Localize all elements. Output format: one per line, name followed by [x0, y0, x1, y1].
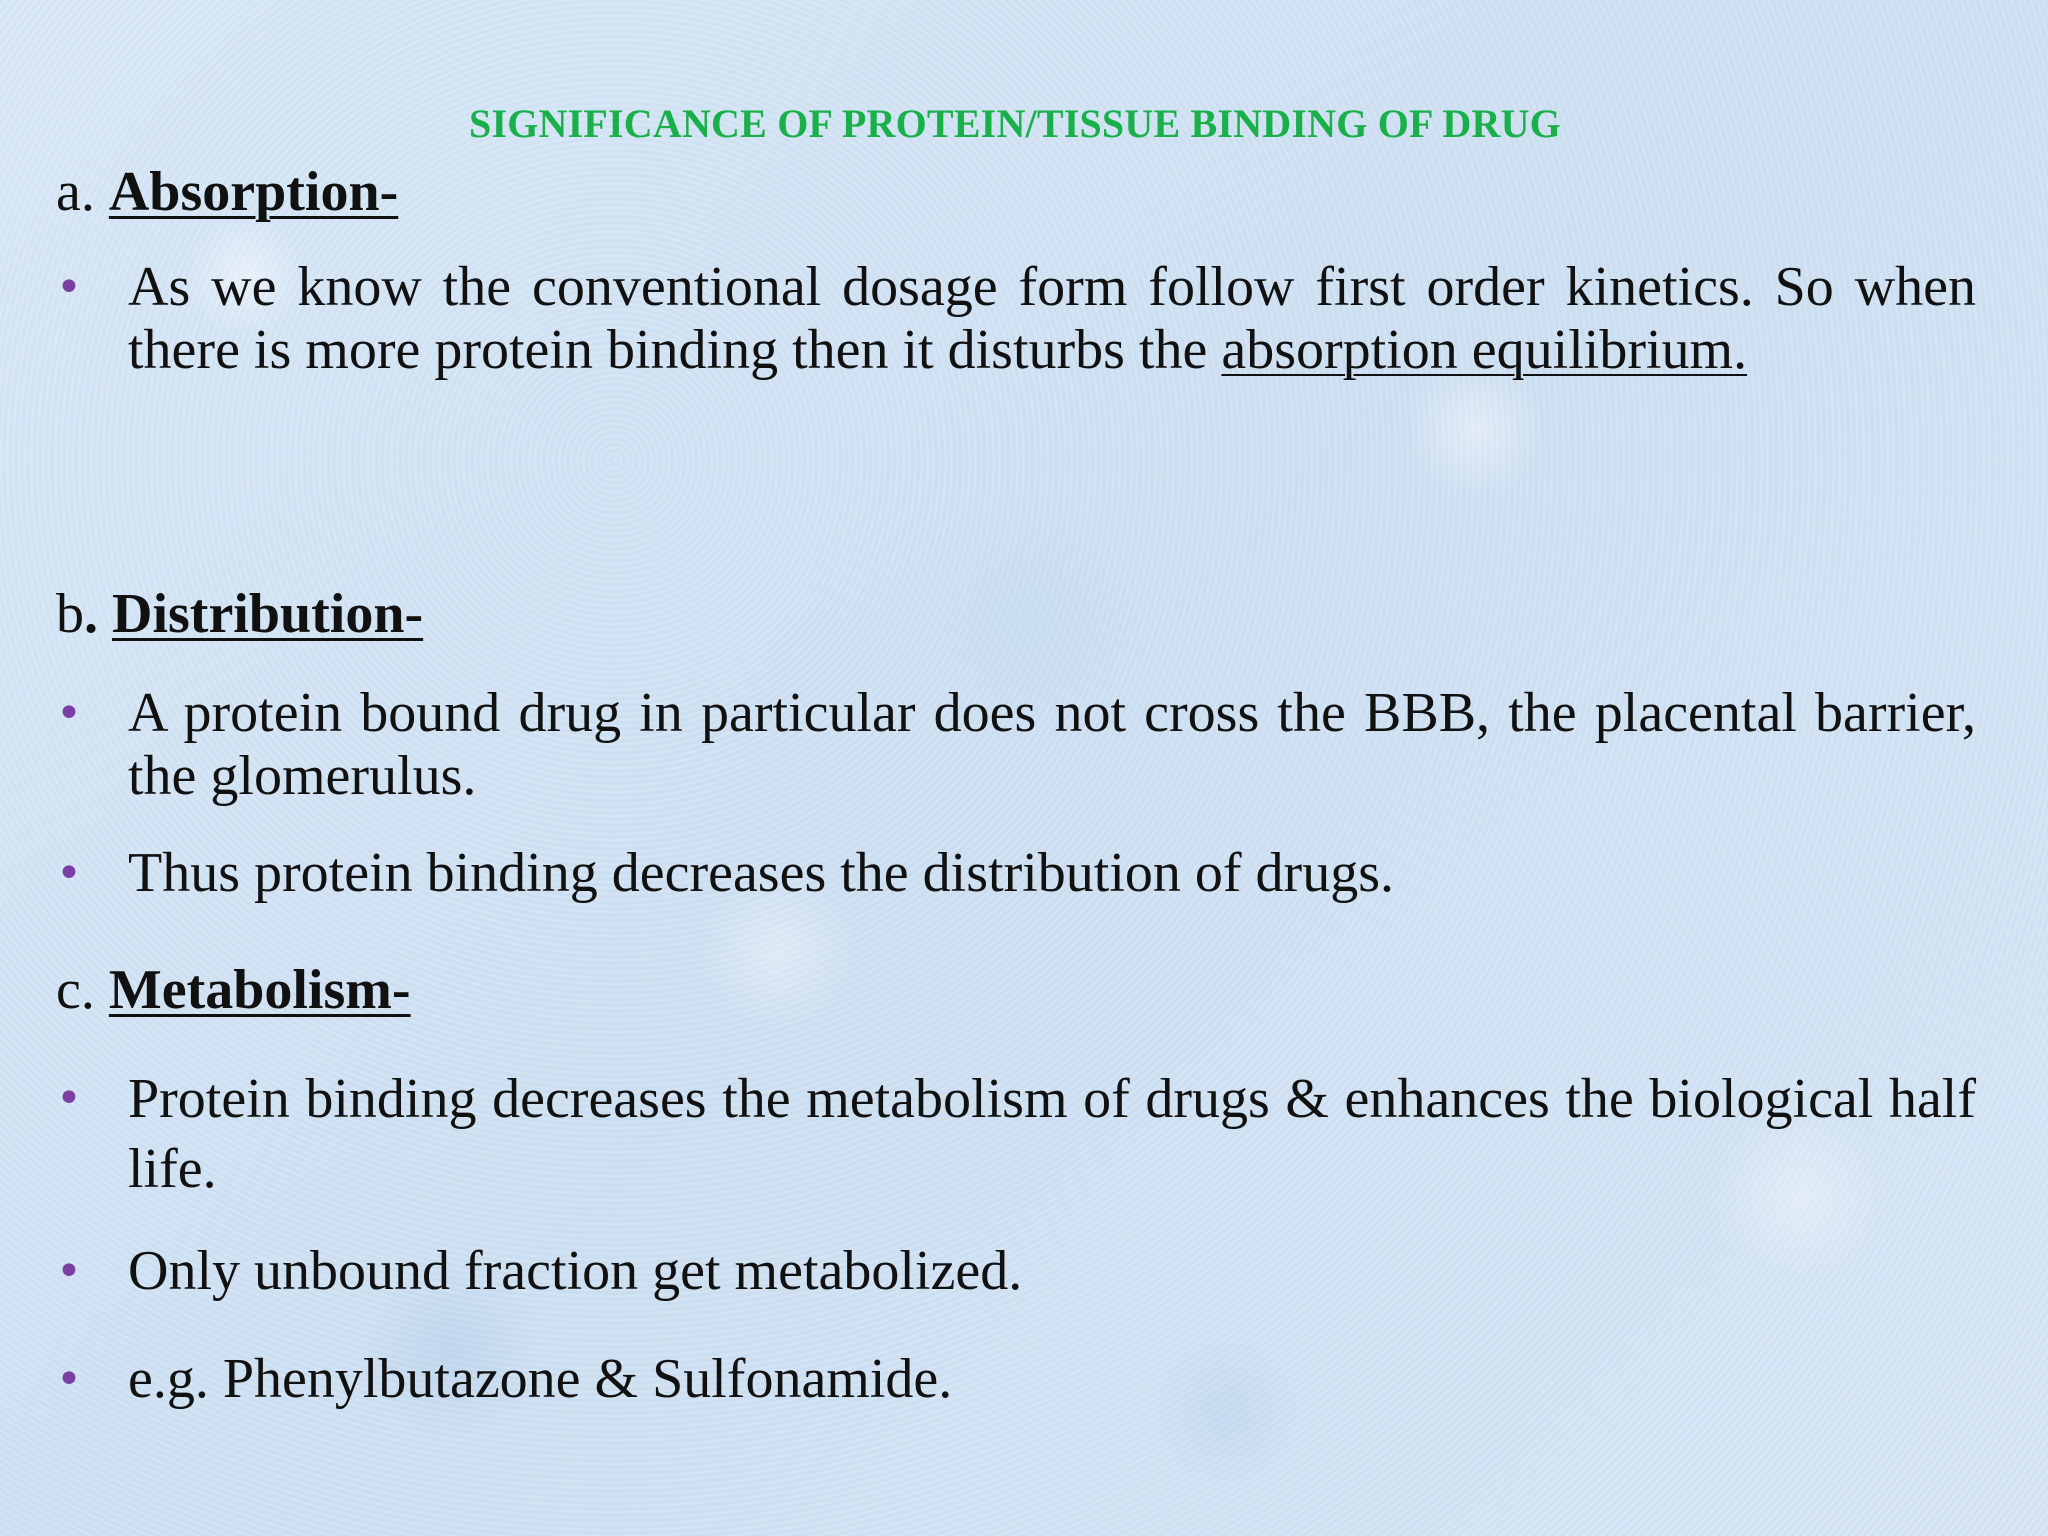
bullet-item	[56, 682, 1976, 808]
section-prefix: c	[56, 959, 81, 1021]
section-separator: .	[84, 583, 98, 645]
bullet-item	[56, 1240, 1976, 1303]
bullet-item	[56, 842, 1976, 905]
section-title: Distribution-	[112, 583, 424, 645]
bullet-text: e.g. Phenylbutazone & Sulfonamide.	[128, 1348, 953, 1410]
section-prefix: a	[56, 161, 81, 223]
section-heading-distribution	[56, 582, 423, 646]
bullet-text-body: As we know the conventional dosage form follow first order kinetics. So when there is more protein binding then it disturbs the	[128, 256, 1976, 381]
bullet-icon: •	[56, 1246, 82, 1297]
section-title: Absorption-	[108, 161, 399, 223]
bullet-text: Only unbound fraction get metabolized.	[128, 1240, 1023, 1302]
bullet-item	[56, 1348, 1976, 1411]
section-heading-absorption	[56, 160, 398, 224]
bullet-icon: •	[56, 848, 82, 899]
bullet-icon: •	[56, 688, 82, 739]
bullet-icon: •	[56, 1354, 82, 1405]
bullet-icon: •	[56, 1073, 82, 1124]
bullet-text: A protein bound drug in particular does not cross the BBB, the placental barrier, the glomerulus.	[128, 682, 1976, 807]
bullet-item	[56, 1064, 1976, 1204]
section-title: Metabolism-	[108, 959, 411, 1021]
section-separator: .	[80, 161, 95, 223]
bullet-text: Thus protein binding decreases the distribution of drugs.	[128, 842, 1394, 904]
slide-title: SIGNIFICANCE OF PROTEIN/TISSUE BINDING OF DRUG	[469, 101, 1561, 146]
underlined-term: absorption equilibrium.	[1221, 319, 1748, 381]
bullet-text: Protein binding decreases the metabolism of drugs & enhances the biological half life.	[128, 1068, 1976, 1200]
section-separator: .	[80, 959, 95, 1021]
bullet-item	[56, 256, 1976, 382]
bullet-text	[128, 256, 1976, 382]
section-prefix: b	[56, 583, 84, 645]
section-heading-metabolism	[56, 958, 411, 1022]
bullet-icon: •	[56, 262, 82, 313]
